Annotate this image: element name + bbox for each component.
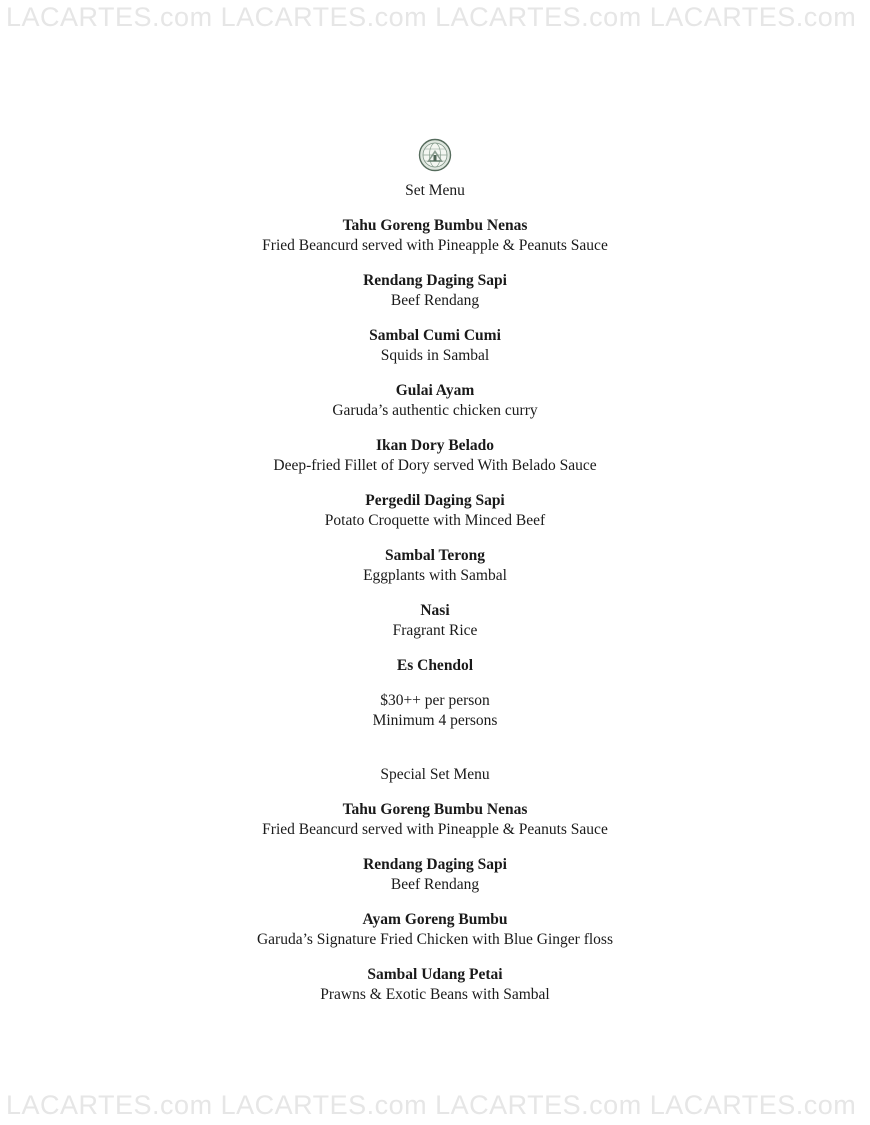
dish-name: Sambal Terong — [384, 547, 486, 564]
dish-item — [0, 965, 870, 1005]
watermark-bottom: LACARTES.com LACARTES.com LACARTES.com LACARTES.com — [6, 1090, 857, 1120]
dish-item — [0, 491, 870, 531]
dish-name: Nasi — [420, 602, 450, 619]
dish-description: Prawns & Exotic Beans with Sambal — [320, 986, 550, 1003]
dish-name: Pergedil Daging Sapi — [365, 492, 505, 509]
dish-item — [0, 271, 870, 311]
dish-description: Fragrant Rice — [392, 622, 478, 639]
dish-name: Tahu Goreng Bumbu Nenas — [342, 217, 528, 234]
dish-item — [0, 601, 870, 641]
dish-item — [0, 800, 870, 840]
dish-item — [0, 326, 870, 366]
dish-description: Squids in Sambal — [380, 347, 490, 364]
price-info — [0, 691, 870, 731]
dish-description: Fried Beancurd served with Pineapple & Peanuts Sauce — [262, 237, 608, 254]
dish-item — [0, 910, 870, 950]
dish-description: Beef Rendang — [390, 292, 480, 309]
dish-item — [0, 546, 870, 586]
dish-item — [0, 436, 870, 476]
dish-item — [0, 855, 870, 895]
dish-name: Ayam Goreng Bumbu — [362, 911, 508, 928]
dish-description: Garuda’s Signature Fried Chicken with Blue Ginger floss — [256, 931, 613, 948]
dish-description: Beef Rendang — [390, 876, 480, 893]
dish-name: Rendang Daging Sapi — [363, 856, 507, 873]
garuda-globe-emblem-icon — [418, 138, 452, 172]
dish-description: Eggplants with Sambal — [363, 567, 507, 584]
menu-content — [0, 181, 870, 1005]
dish-description: Fried Beancurd served with Pineapple & Peanuts Sauce — [262, 821, 608, 838]
dish-description: Deep-fried Fillet of Dory served With Belado Sauce — [273, 457, 597, 474]
price-per-person: $30++ per person — [380, 692, 490, 709]
dish-name: Rendang Daging Sapi — [363, 272, 507, 289]
dish-item — [0, 381, 870, 421]
dish-item — [0, 656, 870, 676]
dish-item — [0, 216, 870, 256]
dish-name: Es Chendol — [396, 657, 474, 674]
dish-name: Tahu Goreng Bumbu Nenas — [342, 801, 528, 818]
dish-description: Potato Croquette with Minced Beef — [324, 512, 546, 529]
special-set-menu-title: Special Set Menu — [380, 766, 490, 783]
dish-name: Sambal Udang Petai — [367, 966, 503, 983]
watermark-top: LACARTES.com LACARTES.com LACARTES.com LACARTES.com — [6, 2, 857, 32]
dish-name: Sambal Cumi Cumi — [369, 327, 501, 344]
dish-name: Ikan Dory Belado — [376, 437, 494, 454]
minimum-persons: Minimum 4 persons — [372, 712, 498, 729]
dish-description: Garuda’s authentic chicken curry — [332, 402, 538, 419]
set-menu-title: Set Menu — [405, 182, 465, 199]
dish-name: Gulai Ayam — [395, 382, 475, 399]
